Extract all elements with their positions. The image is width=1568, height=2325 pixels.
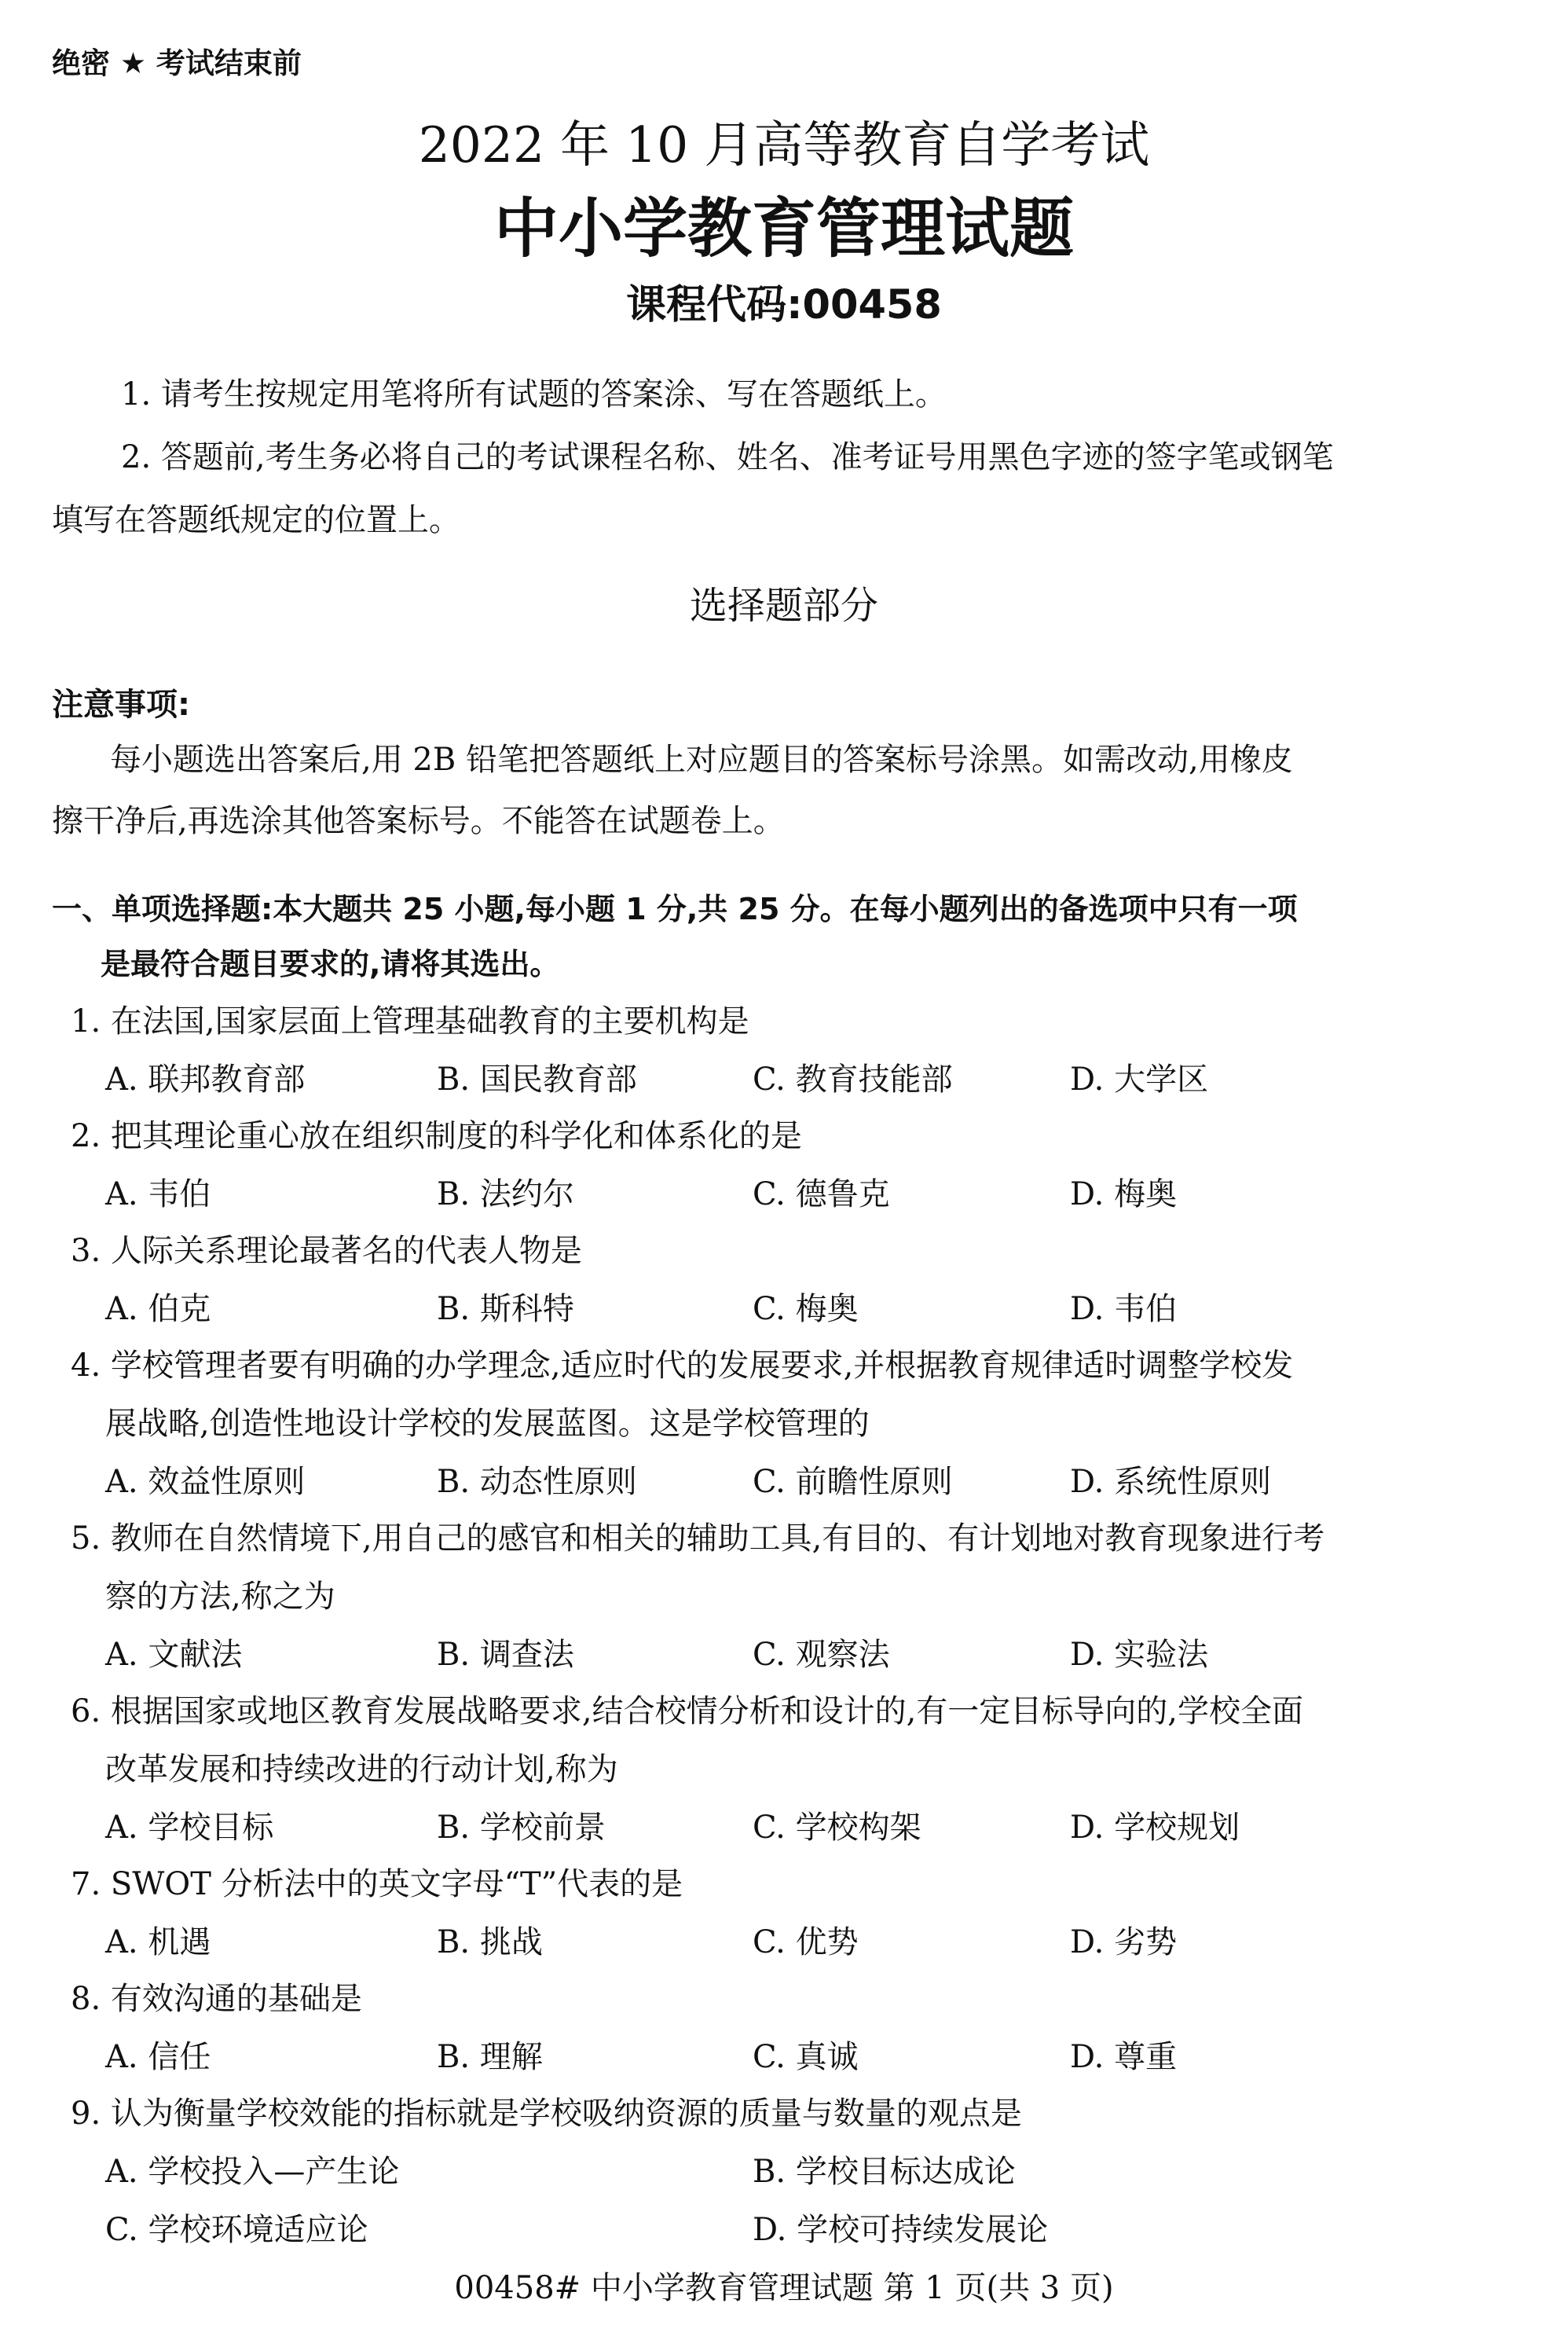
notice-line-2: 擦干净后,再选涂其他答案标号。不能答在试题卷上。 — [52, 803, 785, 839]
question-9: 9. 认为衡量学校效能的指标就是学校吸纳资源的质量与数量的观点是 — [71, 2096, 1022, 2132]
question-6-cont: 改革发展和持续改进的行动计划,称为 — [105, 1751, 618, 1788]
q8-option-b: B. 理解 — [437, 2039, 543, 2075]
q6-option-d: D. 学校规划 — [1070, 1810, 1240, 1846]
q2-option-c: C. 德鲁克 — [753, 1176, 890, 1212]
q9-option-d: D. 学校可持续发展论 — [753, 2212, 1049, 2248]
question-8: 8. 有效沟通的基础是 — [71, 1981, 362, 2017]
q3-option-d: D. 韦伯 — [1070, 1291, 1178, 1327]
q6-option-a: A. 学校目标 — [105, 1810, 274, 1846]
q8-option-d: D. 尊重 — [1070, 2039, 1178, 2075]
q4-option-d: D. 系统性原则 — [1070, 1464, 1272, 1500]
q8-option-c: C. 真诚 — [753, 2039, 859, 2075]
part1-heading: 一、单项选择题:本大题共 25 小题,每小题 1 分,共 25 分。在每小题列出的备选项中只有一项 — [52, 892, 1298, 926]
q5-option-d: D. 实验法 — [1070, 1637, 1209, 1673]
q7-option-a: A. 机遇 — [105, 1924, 211, 1960]
q2-option-a: A. 韦伯 — [105, 1176, 211, 1212]
q5-option-c: C. 观察法 — [753, 1637, 890, 1673]
notice-title: 注意事项: — [52, 687, 190, 723]
q6-option-c: C. 学校构架 — [753, 1810, 921, 1846]
question-6: 6. 根据国家或地区教育发展战略要求,结合校情分析和设计的,有一定目标导向的,学校全面 — [71, 1693, 1304, 1729]
q1-option-c: C. 教育技能部 — [753, 1062, 953, 1098]
paper-title: 中小学教育管理试题 — [493, 192, 1074, 266]
question-2: 2. 把其理论重心放在组织制度的科学化和体系化的是 — [71, 1118, 802, 1154]
question-5-cont: 察的方法,称之为 — [105, 1579, 335, 1615]
q7-option-d: D. 劣势 — [1070, 1924, 1178, 1960]
q2-option-b: B. 法约尔 — [437, 1176, 574, 1212]
q6-option-b: B. 学校前景 — [437, 1810, 606, 1846]
notice-line-1: 每小题选出答案后,用 2B 铅笔把答题纸上对应题目的答案标号涂黑。如需改动,用橡皮 — [110, 742, 1293, 778]
part1-heading-cont: 是最符合题目要求的,请将其选出。 — [101, 947, 560, 981]
section-title: 选择题部分 — [689, 584, 878, 628]
question-7: 7. SWOT 分析法中的英文字母“T”代表的是 — [71, 1866, 683, 1902]
q5-option-a: A. 文献法 — [105, 1637, 243, 1673]
confidential-mark: 绝密 ★ 考试结束前 — [52, 46, 302, 80]
q9-option-c: C. 学校环境适应论 — [105, 2212, 368, 2248]
q3-option-b: B. 斯科特 — [437, 1291, 574, 1327]
q9-option-b: B. 学校目标达成论 — [753, 2154, 1016, 2190]
q7-option-b: B. 挑战 — [437, 1924, 543, 1960]
q3-option-a: A. 伯克 — [105, 1291, 211, 1327]
q1-option-d: D. 大学区 — [1070, 1062, 1209, 1098]
instruction-2: 2. 答题前,考生务必将自己的考试课程名称、姓名、准考证号用黑色字迹的签字笔或钢笔 — [121, 439, 1334, 475]
question-5: 5. 教师在自然情境下,用自己的感官和相关的辅助工具,有目的、有计划地对教育现象进行考 — [71, 1520, 1325, 1557]
q4-option-b: B. 动态性原则 — [437, 1464, 637, 1500]
page-footer: 00458# 中小学教育管理试题 第 1 页(共 3 页) — [454, 2270, 1114, 2306]
exam-title: 2022 年 10 月高等教育自学考试 — [418, 116, 1150, 174]
q1-option-a: A. 联邦教育部 — [105, 1062, 306, 1098]
q1-option-b: B. 国民教育部 — [437, 1062, 637, 1098]
q8-option-a: A. 信任 — [105, 2039, 211, 2075]
question-4: 4. 学校管理者要有明确的办学理念,适应时代的发展要求,并根据教育规律适时调整学校发 — [71, 1348, 1294, 1384]
question-4-cont: 展战略,创造性地设计学校的发展蓝图。这是学校管理的 — [105, 1406, 870, 1442]
q7-option-c: C. 优势 — [753, 1924, 859, 1960]
q5-option-b: B. 调查法 — [437, 1637, 574, 1673]
question-3: 3. 人际关系理论最著名的代表人物是 — [71, 1233, 582, 1269]
course-code: 课程代码:00458 — [626, 282, 942, 328]
q4-option-c: C. 前瞻性原则 — [753, 1464, 953, 1500]
question-1: 1. 在法国,国家层面上管理基础教育的主要机构是 — [71, 1003, 749, 1040]
q4-option-a: A. 效益性原则 — [105, 1464, 306, 1500]
q9-option-a: A. 学校投入—产生论 — [105, 2154, 400, 2190]
instruction-1: 1. 请考生按规定用笔将所有试题的答案涂、写在答题纸上。 — [121, 376, 947, 413]
q2-option-d: D. 梅奥 — [1070, 1176, 1178, 1212]
instruction-2-cont: 填写在答题纸规定的位置上。 — [52, 502, 460, 538]
q3-option-c: C. 梅奥 — [753, 1291, 859, 1327]
